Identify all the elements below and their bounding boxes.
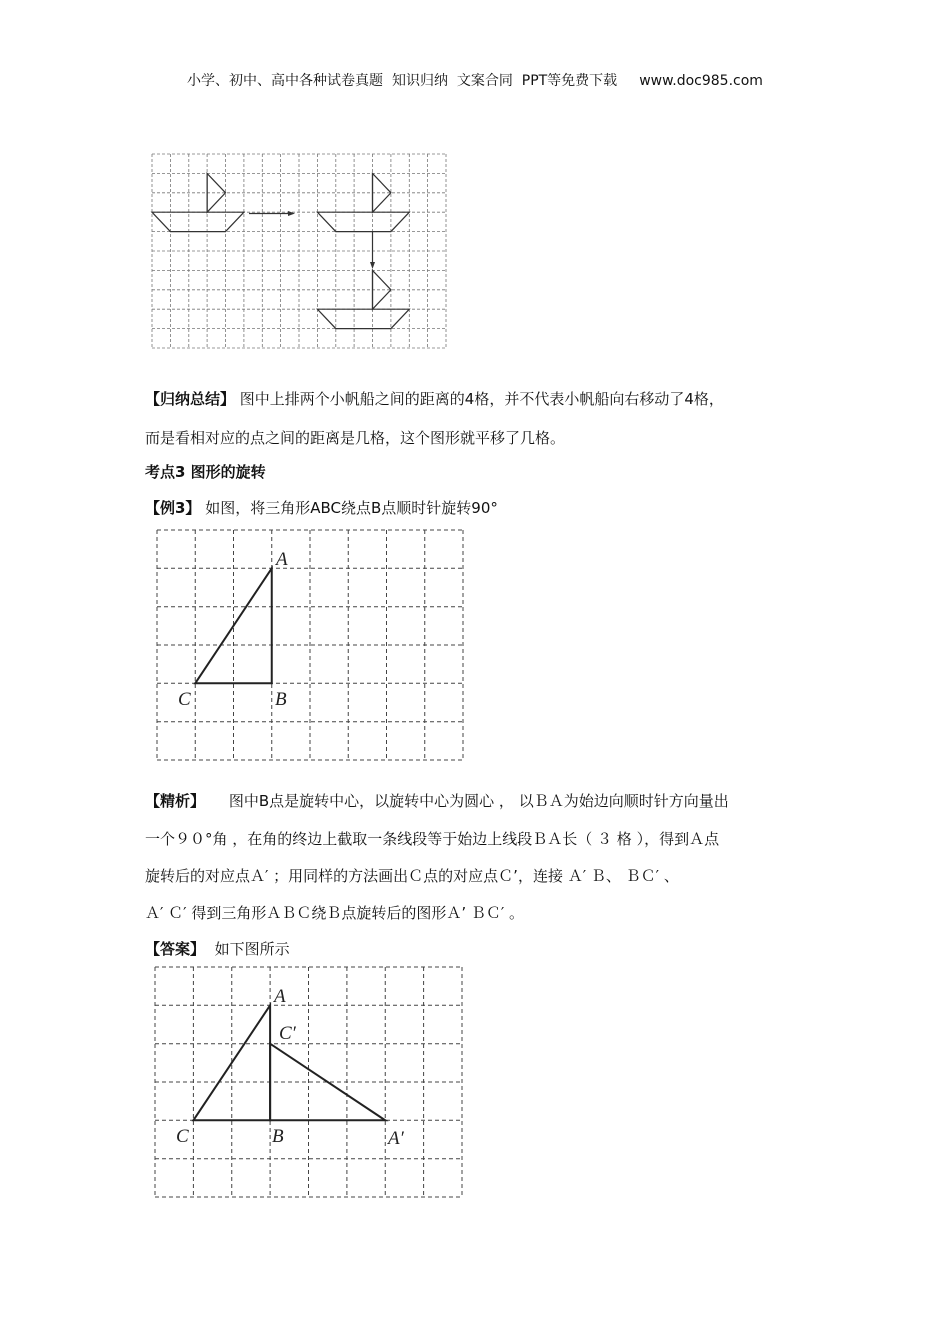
analysis-paragraph: [145, 790, 729, 811]
sailboat-moved-right: [317, 173, 409, 231]
answer-paragraph: [145, 938, 290, 959]
example-label: 【例3】: [145, 499, 201, 517]
summary-label: 【归纳总结】: [145, 390, 236, 408]
rotated-triangle-figure: [155, 967, 463, 1198]
answer-label-b: B: [272, 1126, 284, 1147]
example-paragraph: [145, 497, 498, 518]
sailboat-translation-figure: [152, 154, 447, 349]
page-header: [0, 70, 950, 90]
summary-line-2: 而是看相对应的点之间的距离是几格，这个图形就平移了几格。: [145, 429, 566, 447]
summary-line-1: 图中上排两个小帆船之间的距离的4格，并不代表小帆船向右移动了4格，: [239, 390, 724, 408]
sailboat-grid: [152, 154, 446, 348]
label-b: B: [275, 689, 287, 710]
analysis-line-3: 旋转后的对应点Ａ′ ；用同样的方法画出Ｃ点的对应点Ｃ’，连接 Ａ′ Ｂ、 ＢＣ′ 、: [145, 867, 679, 885]
arrow-right-head: [288, 211, 295, 216]
analysis-line-2: 一个９０°角 ，在角的终边上截取一条线段等于始边上线段ＢＡ长（ ３ 格 ），得到Ａ点: [145, 830, 720, 848]
triangle-grid: [157, 530, 463, 760]
answer-text: 如下图所示: [214, 940, 290, 958]
example-text: 如图，将三角形ABC绕点B点顺时针旋转90°: [205, 499, 498, 517]
header-text: 小学、初中、高中各种试卷真题 知识归纳 文案合同 PPT等免费下载: [187, 73, 618, 89]
label-c: C: [178, 689, 191, 710]
header-url[interactable]: www.doc985.com: [639, 73, 763, 89]
analysis-line-4: Ａ′ Ｃ′ 得到三角形ＡＢＣ绕Ｂ点旋转后的图形Ａ’ ＢＣ′ 。: [145, 904, 525, 922]
answer-label: 【答案】: [145, 940, 206, 958]
answer-label-a-prime: A′: [388, 1128, 404, 1149]
arrow-down-head: [370, 262, 375, 269]
answer-label-c: C: [176, 1126, 189, 1147]
answer-grid: [155, 967, 462, 1197]
sailboat-original: [152, 173, 244, 231]
answer-label-c-prime: C′: [279, 1023, 296, 1044]
section-title: 考点3 图形的旋转: [145, 463, 266, 481]
answer-label-a: A: [274, 986, 286, 1007]
sailboat-moved-down: [317, 270, 409, 328]
analysis-label: 【精析】: [145, 792, 206, 810]
summary-paragraph: [145, 388, 724, 409]
analysis-line-1: 图中B点是旋转中心，以旋转中心为圆心 ， 以ＢＡ为始边向顺时针方向量出: [228, 792, 729, 810]
label-a: A: [276, 549, 288, 570]
triangle-abc-figure: [157, 530, 464, 761]
